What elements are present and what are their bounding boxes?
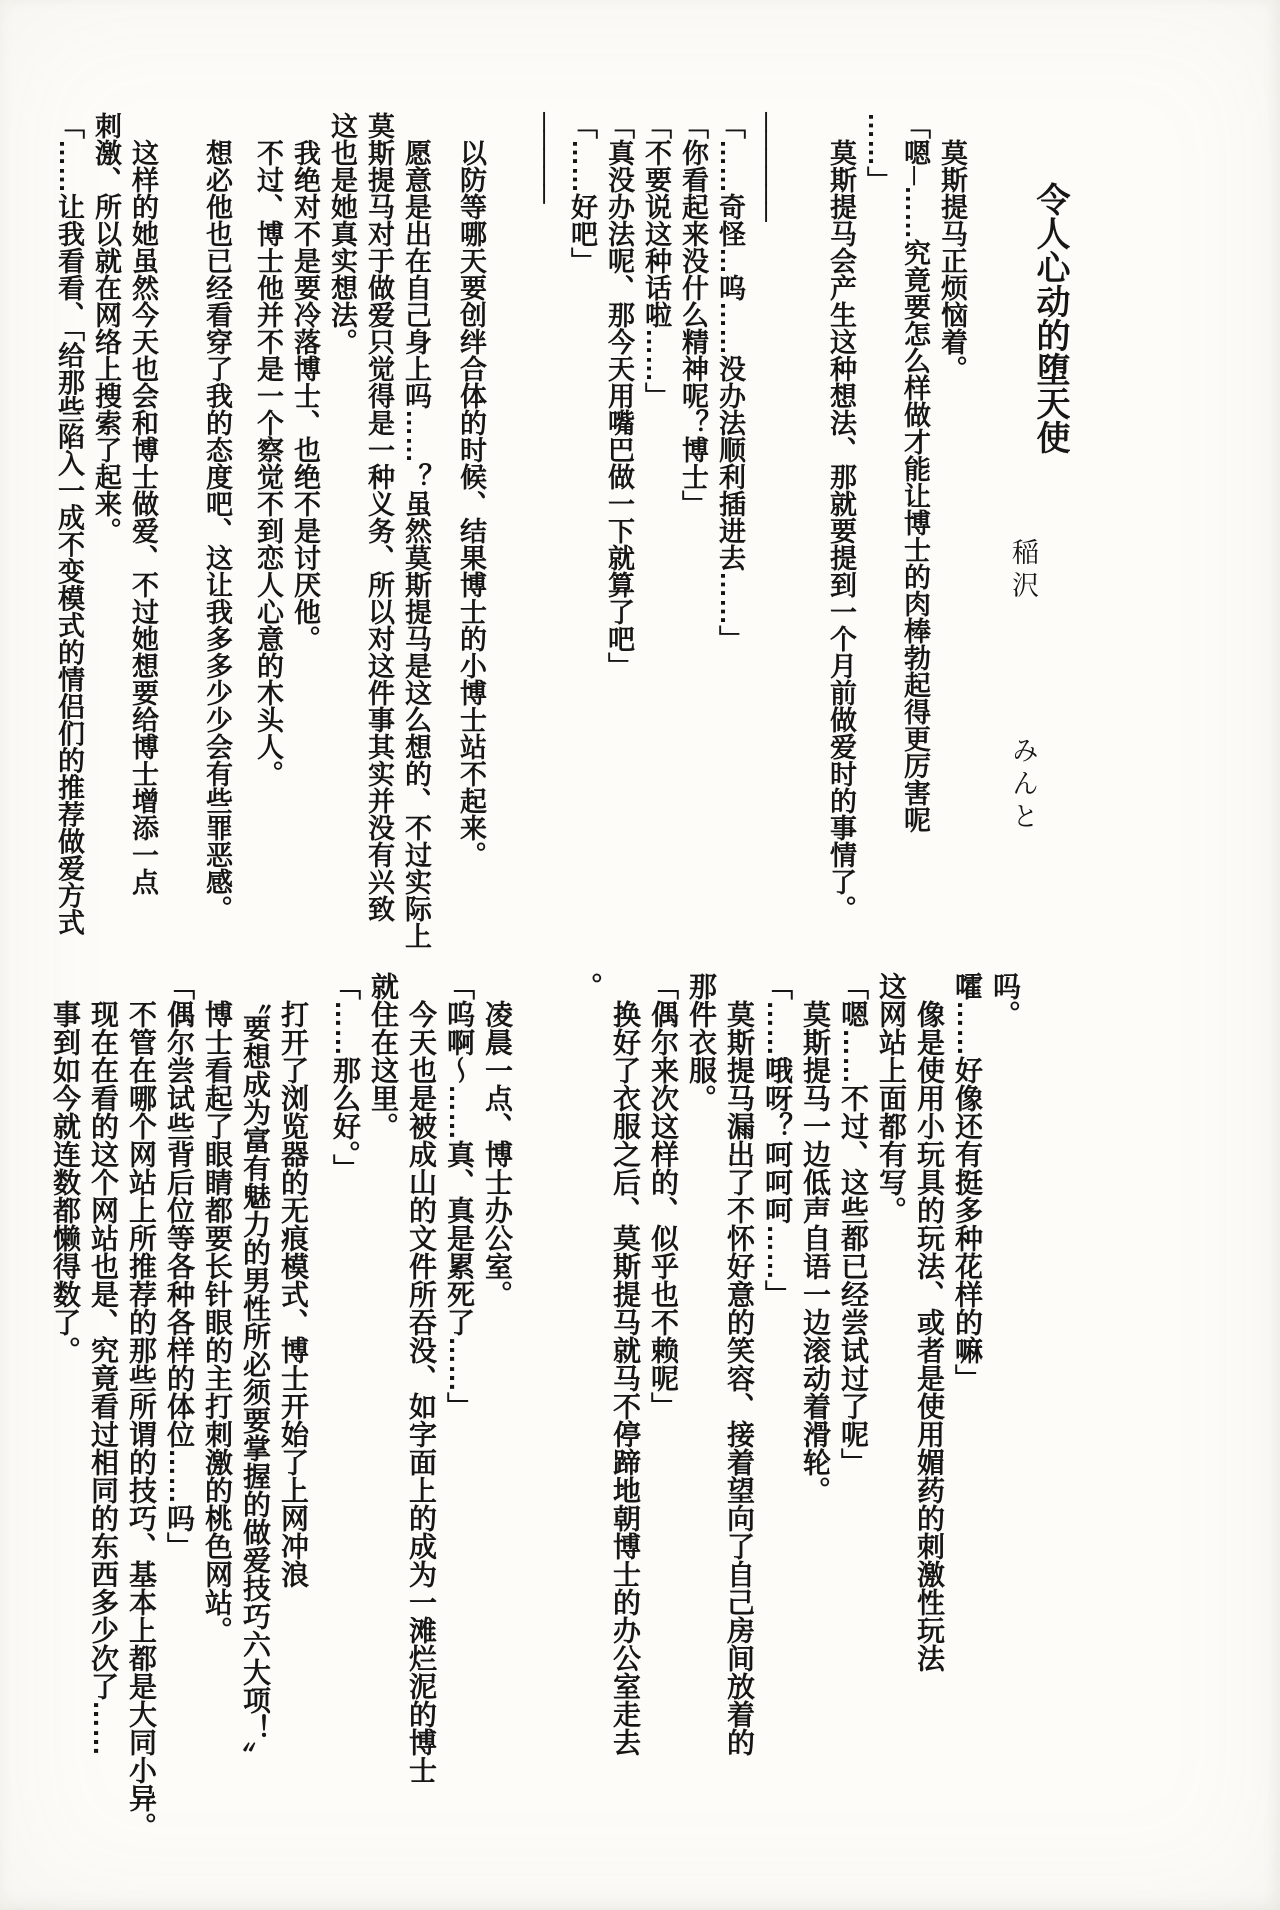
text-column: 「偶尔尝试些背后位等各种各样的体位……吗」 bbox=[164, 972, 195, 1560]
scene-break-rule: ───── bbox=[530, 112, 560, 203]
text-column: 。 bbox=[572, 972, 603, 1000]
text-column: 「……那么好。」 bbox=[330, 972, 361, 1182]
author-name: 稲沢 みんと bbox=[1008, 538, 1038, 835]
text-column: 「嗯─……究竟要怎么样做才能让博士的肉棒勃起得更厉害呢 bbox=[900, 112, 930, 834]
page-title: 令人心动的堕天使 bbox=[1031, 182, 1069, 454]
scene-break-rule: ────── bbox=[752, 112, 782, 221]
text-column: ……」 bbox=[863, 112, 893, 193]
text-column: 「……哦呀？呵呵呵……」 bbox=[762, 972, 793, 1308]
text-column: 这也是她真实想法。 bbox=[327, 112, 357, 355]
text-column: 「……好吧」 bbox=[567, 112, 597, 274]
text-column: 事到如今就连数都懒得数了。 bbox=[50, 972, 81, 1364]
text-column: 这样的她虽然今天也会和博士做爱、不过她想要给博士增添一点 bbox=[128, 112, 158, 895]
text-column: 这网站上面都有写。 bbox=[876, 972, 907, 1224]
text-column: 打开了浏览器的无痕模式、博士开始了上网冲浪 bbox=[278, 972, 309, 1588]
text-column: 「呜啊〜……真、真是累死了……」 bbox=[444, 972, 475, 1420]
bottom-text-band bbox=[50, 972, 1024, 1910]
text-column: 〝要想成为富有魅力的男性所必须要掌握的做爱技巧六大项！〟 bbox=[240, 972, 271, 1770]
top-text-band bbox=[46, 112, 970, 964]
text-column: 莫斯提马正烦恼着。 bbox=[937, 112, 967, 382]
text-column: 「嗯……不过、这些都已经尝试过了呢」 bbox=[838, 972, 869, 1476]
text-column: 「真没办法呢、那今天用嘴巴做一下就算了吧」 bbox=[604, 112, 634, 679]
text-column: 嚯……好像还有挺多种花样的嘛」 bbox=[952, 972, 983, 1392]
text-column: 莫斯提马会产生这种想法、那就要提到一个月前做爱时的事情了。 bbox=[826, 112, 856, 922]
text-column: 以防等哪天要创绊合体的时候、结果博士的小博士站不起来。 bbox=[456, 112, 486, 868]
text-column: 刺激、所以就在网络上搜索了起来。 bbox=[91, 112, 121, 544]
text-column: 莫斯提马对于做爱只觉得是一种义务、所以对这件事其实并没有兴致 bbox=[364, 112, 394, 922]
text-column: 莫斯提马漏出了不怀好意的笑容、接着望向了自己房间放着的 bbox=[724, 972, 755, 1756]
text-column: 「不要说这种话啦……」 bbox=[641, 112, 671, 409]
text-column: 凌晨一点、博士办公室。 bbox=[482, 972, 513, 1308]
text-column: 莫斯提马一边低声自语一边滚动着滑轮。 bbox=[800, 972, 831, 1504]
text-column: 博士看起了眼睛都要长针眼的主打刺激的桃色网站。 bbox=[202, 972, 233, 1644]
text-column: 就住在这里。 bbox=[368, 972, 399, 1140]
text-column: 换好了衣服之后、莫斯提马就马不停蹄地朝博士的办公室走去 bbox=[610, 972, 641, 1756]
text-column: 我绝对不是要冷落博士、也绝不是讨厌他。 bbox=[290, 112, 320, 652]
text-column: 现在在看的这个网站也是、究竟看过相同的东西多少次了…… bbox=[88, 972, 119, 1756]
text-column: 今天也是被成山的文件所吞没、如字面上的成为一滩烂泥的博士 bbox=[406, 972, 437, 1784]
text-column: 「……奇怪…呜……没办法顺利插进去……」 bbox=[715, 112, 745, 652]
text-column: 那件衣服。 bbox=[686, 972, 717, 1112]
text-column: 不管在哪个网站上所推荐的那些所谓的技巧、基本上都是大同小异。 bbox=[126, 972, 157, 1840]
text-column: 愿意是出在自己身上吗……？虽然莫斯提马是这么想的、不过实际上 bbox=[401, 112, 431, 949]
text-column: 「你看起来没什么精神呢？博士」 bbox=[678, 112, 708, 517]
text-column: 吗。 bbox=[990, 972, 1021, 1028]
text-column: 像是使用小玩具的玩法、或者是使用媚药的刺激性玩法 bbox=[914, 972, 945, 1672]
text-column: 「……让我看看、「给那些陷入一成不变模式的情侣们的推荐做爱方式 bbox=[54, 112, 84, 936]
text-column: 想必他也已经看穿了我的态度吧、这让我多多少少会有些罪恶感。 bbox=[202, 112, 232, 922]
text-column: 不过、博士他并不是一个察觉不到恋人心意的木头人。 bbox=[253, 112, 283, 787]
text-column: 「偶尔来次这样的、似乎也不赖呢」 bbox=[648, 972, 679, 1420]
